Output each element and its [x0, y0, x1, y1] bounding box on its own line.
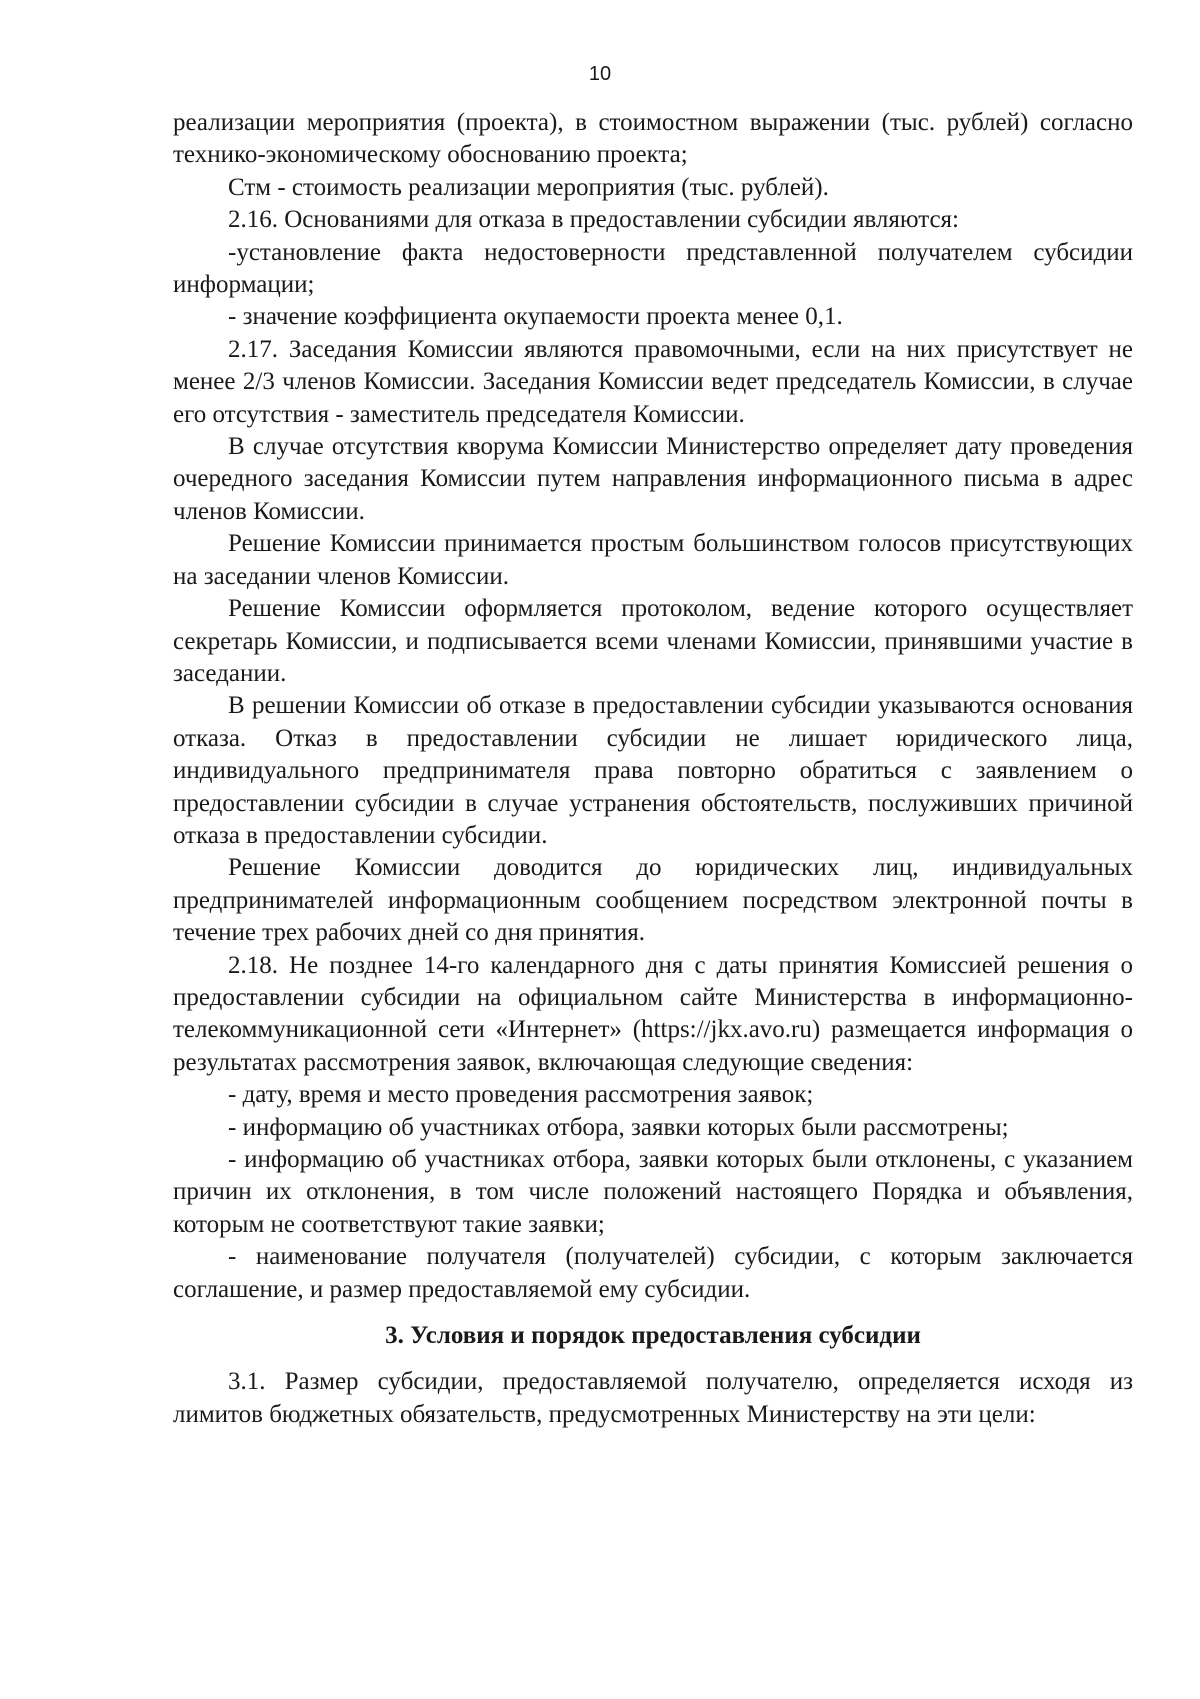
paragraph: - информацию об участниках отбора, заявки которых были рассмотрены;	[228, 1113, 1009, 1141]
page-number: 10	[588, 63, 612, 85]
paragraph: 3.1. Размер субсидии, предоставляемой получателю, определяется исходя из лимитов бюджетных обязательств, предусмотренных Министерству на эти цели:	[173, 1368, 1133, 1428]
paragraph: В случае отсутствия кворума Комиссии Министерство определяет дату проведения очередного заседания Комиссии путем направления информационного письма в адрес членов Комиссии.	[173, 433, 1133, 525]
document-body	[173, 107, 1133, 1431]
paragraph: 2.16. Основаниями для отказа в предоставлении субсидии являются:	[228, 206, 960, 234]
paragraphs-before-heading	[173, 107, 1133, 1306]
paragraph: 2.17. Заседания Комиссии являются правомочными, если на них присутствует не менее 2/3 членов Комиссии. Заседания Комиссии ведет председатель Комиссии, в случае его отсутствия - заместитель председателя Комиссии.	[173, 335, 1133, 428]
paragraph: - наименование получателя (получателей) субсидии, с которым заключается соглашение, и размер предоставляемой ему субсидии.	[173, 1243, 1133, 1303]
paragraph: Решение Комиссии оформляется протоколом, ведение которого осуществляет секретарь Комиссии, и подписывается всеми членами Комиссии, принявшими участие в заседании.	[173, 595, 1133, 687]
paragraph: -установление факта недостоверности представленной получателем субсидии информации;	[173, 238, 1133, 299]
paragraph: Решение Комиссии принимается простым большинством голосов присутствующих на заседании членов Комиссии.	[173, 530, 1133, 590]
paragraph: - информацию об участниках отбора, заявки которых были отклонены, с указанием причин их отклонения, в том числе положений настоящего Порядка и объявления, которым не соответствуют такие заявки;	[173, 1146, 1133, 1238]
paragraph: Стм - стоимость реализации мероприятия (тыс. рублей).	[228, 173, 829, 201]
paragraph: Решение Комиссии доводится до юридических лиц, индивидуальных предпринимателей информационным сообщением посредством электронной почты в течение трех рабочих дней со дня принятия.	[173, 854, 1133, 947]
paragraph: - дату, время и место проведения рассмотрения заявок;	[228, 1081, 814, 1109]
paragraph: реализации мероприятия (проекта), в стоимостном выражении (тыс. рублей) согласно технико-экономическому обоснованию проекта;	[173, 109, 1133, 169]
paragraph: В решении Комиссии об отказе в предоставлении субсидии указываются основания отказа. Отказ в предоставлении субсидии не лишает юридического лица, индивидуального предпринимателя права повторно обратиться с заявлением о предоставлении субсидии в случае устранения обстоятельств, послуживших причиной отказа в предоставлении субсидии.	[173, 692, 1133, 849]
paragraph: - значение коэффициента окупаемости проекта менее 0,1.	[228, 303, 843, 331]
section-heading: 3. Условия и порядок предоставления субсидии	[385, 1322, 921, 1350]
paragraphs-after-heading	[173, 1366, 1133, 1431]
paragraph: 2.18. Не позднее 14-го календарного дня с даты принятия Комиссией решения о предоставлении субсидии на официальном сайте Министерства в информационно-телекоммуникационной сети «Интернет» (https://jkx.avo.ru) размещается информация о результатах рассмотрения заявок, включающая следующие сведения:	[173, 951, 1133, 1076]
